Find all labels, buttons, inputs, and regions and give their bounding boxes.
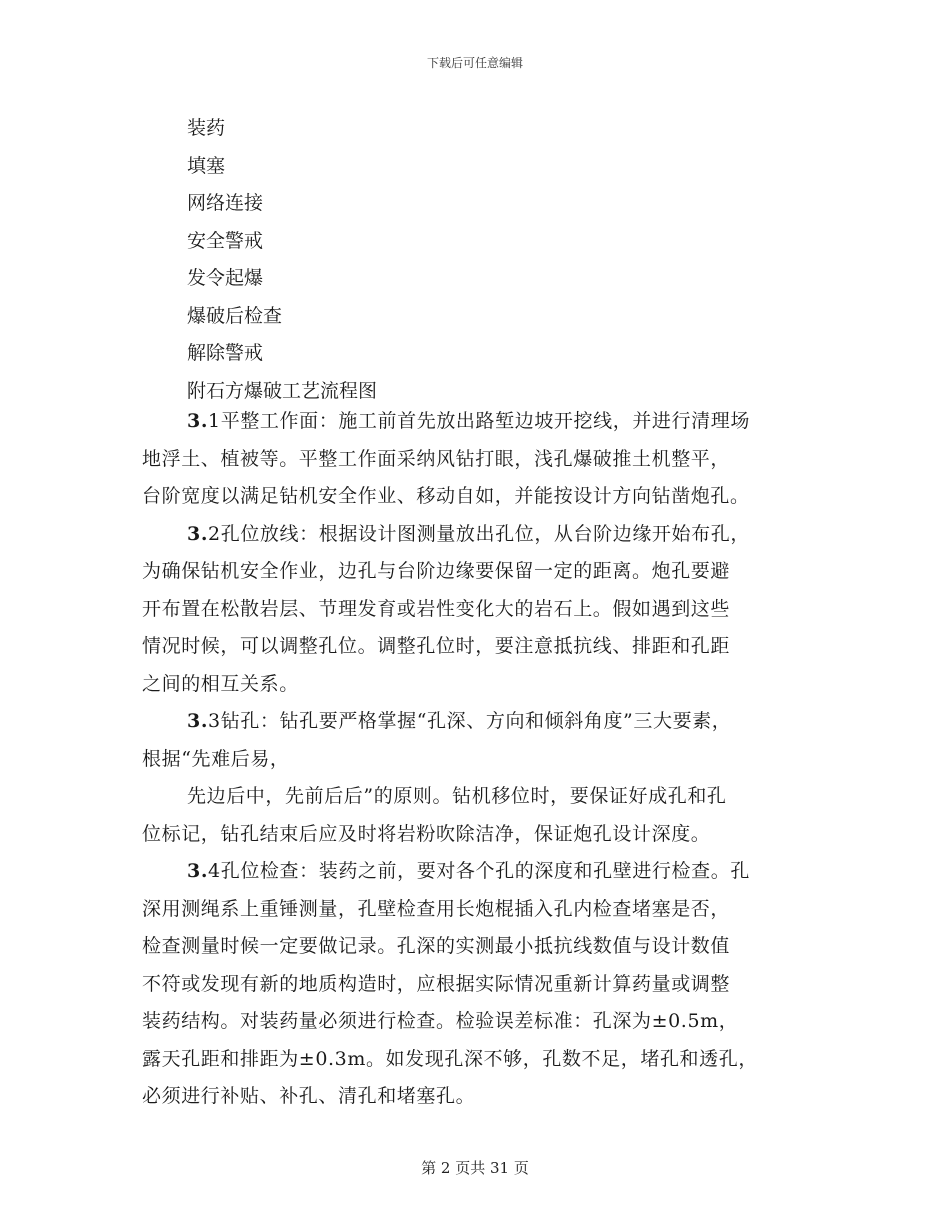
paragraph-line: 必须进行补贴、补孔、清孔和堵塞孔。	[142, 1085, 476, 1107]
process-step: 网络连接	[187, 192, 264, 214]
section-number: 3.	[187, 710, 209, 732]
paragraph-line: 深用测绳系上重锤测量，孔壁检查用长炮棍插入孔内检查堵塞是否，	[142, 897, 731, 920]
page-footer: 第 2 页共 31 页	[421, 1159, 529, 1177]
paragraph-line: 地浮土、植被等。平整工作面采纳风钻打眼，浅孔爆破推土机整平，	[142, 447, 731, 470]
section-first-line	[142, 403, 812, 441]
section-text: 1平整工作面：施工前首先放出路堑边坡开挖线，并进行清理场	[208, 410, 750, 432]
section-text: 2孔位放线：根据设计图测量放出孔位，从台阶边缘开始布孔，	[208, 522, 750, 545]
section-number: 3.	[187, 522, 209, 545]
section-number: 3.	[187, 410, 209, 432]
process-step: 装药	[187, 117, 226, 139]
section-first-line	[142, 703, 812, 741]
paragraph-line: 检查测量时候一定要做记录。孔深的实测最小抵抗线数值与设计数值	[142, 935, 731, 957]
paragraph-line: 开布置在松散岩层、节理发育或岩性变化大的岩石上。假如遇到这些	[142, 597, 731, 620]
process-step-list	[187, 110, 377, 410]
paragraph-line: 露天孔距和排距为±0.3m。如发现孔深不够，孔数不足，堵孔和透孔，	[142, 1047, 758, 1070]
paragraph-line: 情况时候，可以调整孔位。调整孔位时，要注意抵抗线、排距和孔距	[142, 635, 731, 657]
section-number: 3.	[187, 860, 209, 882]
paragraph-line: 之间的相互关系。	[142, 672, 299, 695]
paragraph-line: 先边后中，先前后后”的原则。钻机移位时，要保证好成孔和孔	[187, 785, 727, 807]
paragraph-line: 不符或发现有新的地质构造时，应根据实际情况重新计算药量或调整	[142, 972, 731, 995]
process-step: 填塞	[187, 154, 226, 177]
section-first-line	[142, 853, 812, 891]
section-text: 3钻孔：钻孔要严格掌握“孔深、方向和倾斜角度”三大要素，	[208, 710, 732, 732]
process-step: 安全警戒	[187, 229, 264, 252]
process-step: 发令起爆	[187, 267, 264, 289]
page-header: 下载后可任意编辑	[426, 56, 523, 70]
flowchart-caption: 附石方爆破工艺流程图	[187, 379, 378, 402]
paragraph-line: 位标记，钻孔结束后应及时将岩粉吹除洁净，保证炮孔设计深度。	[142, 822, 711, 845]
process-step: 解除警戒	[187, 342, 264, 364]
process-step: 爆破后检查	[187, 304, 283, 327]
paragraph-line: 为确保钻机安全作业，边孔与台阶边缘要保留一定的距离。炮孔要避	[142, 560, 731, 582]
paragraph-line: 装药结构。对装药量必须进行检查。检验误差标准：孔深为±0.5m，	[142, 1010, 739, 1032]
paragraph-line: 根据“先难后易，	[142, 747, 290, 770]
section-text: 4孔位检查：装药之前，要对各个孔的深度和孔壁进行检查。孔	[208, 860, 750, 882]
paragraph-line: 台阶宽度以满足钻机安全作业、移动自如，并能按设计方向钻凿炮孔。	[142, 485, 750, 507]
section-first-line	[142, 516, 812, 554]
body-text	[142, 403, 812, 1116]
